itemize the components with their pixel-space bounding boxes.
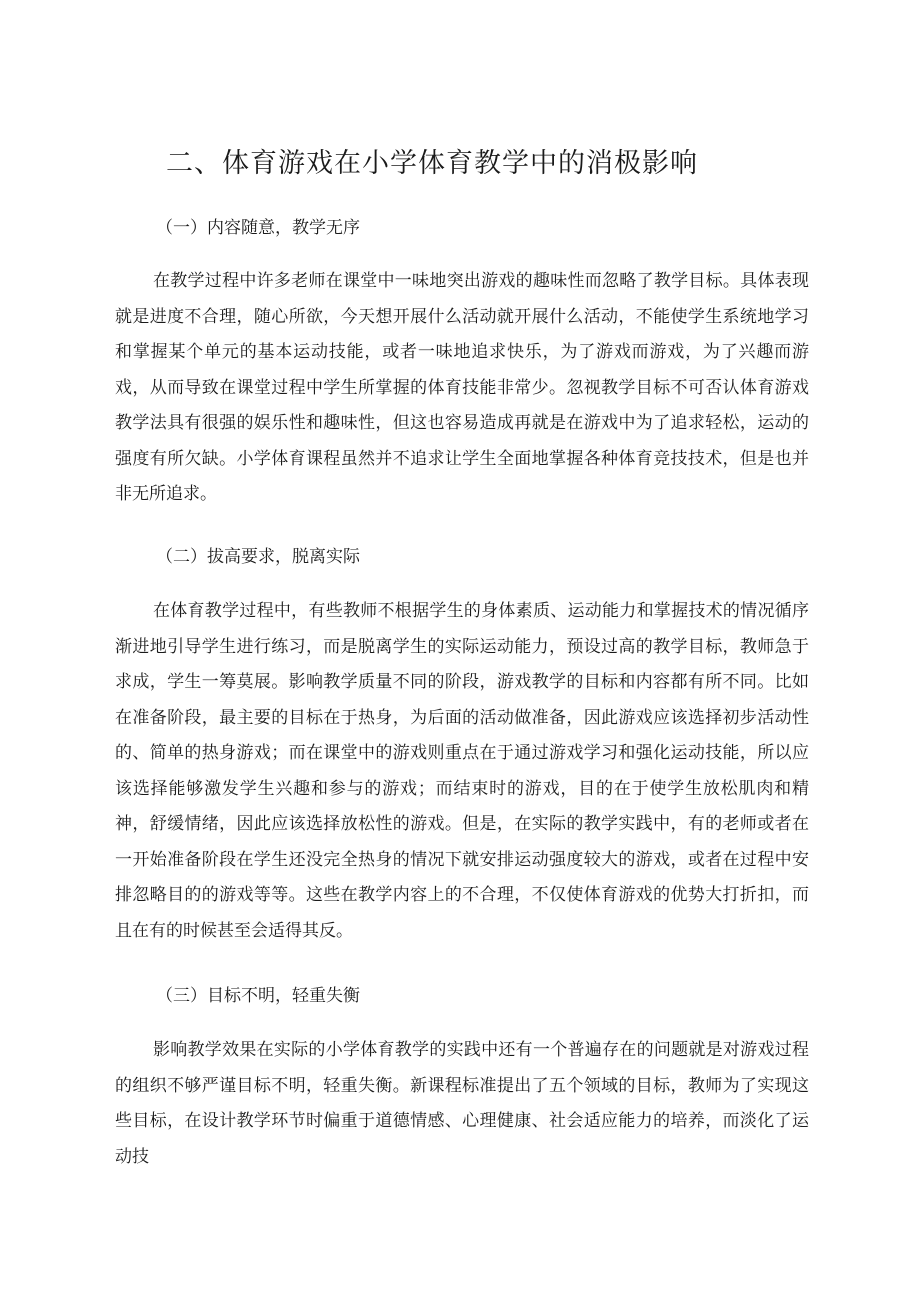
section-3-heading: （三）目标不明，轻重失衡: [156, 986, 360, 1006]
section-1-paragraph: 在教学过程中许多老师在课堂中一味地突出游戏的趣味性而忽略了教学目标。具体表现就是进度不合理，随心所欲，今天想开展什么活动就开展什么活动，不能使学生系统地学习和掌握某个单元的基本运动技能，或者一味地追求快乐，为了游戏而游戏，为了兴趣而游戏，从而导致在课堂过程中学生所掌握的体育技能非常少。忽视教学目标不可否认体育游戏教学法具有很强的娱乐性和趣味性，但这也容易造成再就是在游戏中为了追求轻松，运动的强度有所欠缺。小学体育课程虽然并不追求让学生全面地掌握各种体育竞技技术，但是也并非无所追求。: [115, 271, 809, 504]
section-2-paragraph: 在体育教学过程中，有些教师不根据学生的身体素质、运动能力和掌握技术的情况循序渐进地引导学生进行练习，而是脱离学生的实际运动能力，预设过高的教学目标，教师急于求成，学生一筹莫展。影响教学质量不同的阶段，游戏教学的目标和内容都有所不同。比如在准备阶段，最主要的目标在于热身，为后面的活动做准备，因此游戏应该选择初步活动性的、简单的热身游戏；而在课堂中的游戏则重点在于通过游戏学习和强化运动技能，所以应该选择能够激发学生兴趣和参与的游戏；而结束时的游戏，目的在于使学生放松肌肉和精神，舒缓情绪，因此应该选择放松性的游戏。但是，在实际的教学实践中，有的老师或者在一开始准备阶段在学生还没完全热身的情况下就安排运动强度较大的游戏，或者在过程中安排忽略目的的游戏等等。这些在教学内容上的不合理，不仅使体育游戏的优势大打折扣，而且在有的时候甚至会适得其反。: [115, 601, 809, 941]
section-1-heading: （一）内容随意，教学无序: [156, 218, 360, 238]
page-title: 二、体育游戏在小学体育教学中的消极影响: [166, 148, 698, 179]
section-2-heading: （二）拔高要求，脱离实际: [156, 547, 360, 567]
section-3-paragraph: 影响教学效果在实际的小学体育教学的实践中还有一个普遍存在的问题就是对游戏过程的组织不够严谨目标不明，轻重失衡。新课程标准提出了五个领域的目标，教师为了实现这些目标，在设计教学环节时偏重于道德情感、心理健康、社会适应能力的培养，而淡化了运动技: [115, 1040, 809, 1167]
